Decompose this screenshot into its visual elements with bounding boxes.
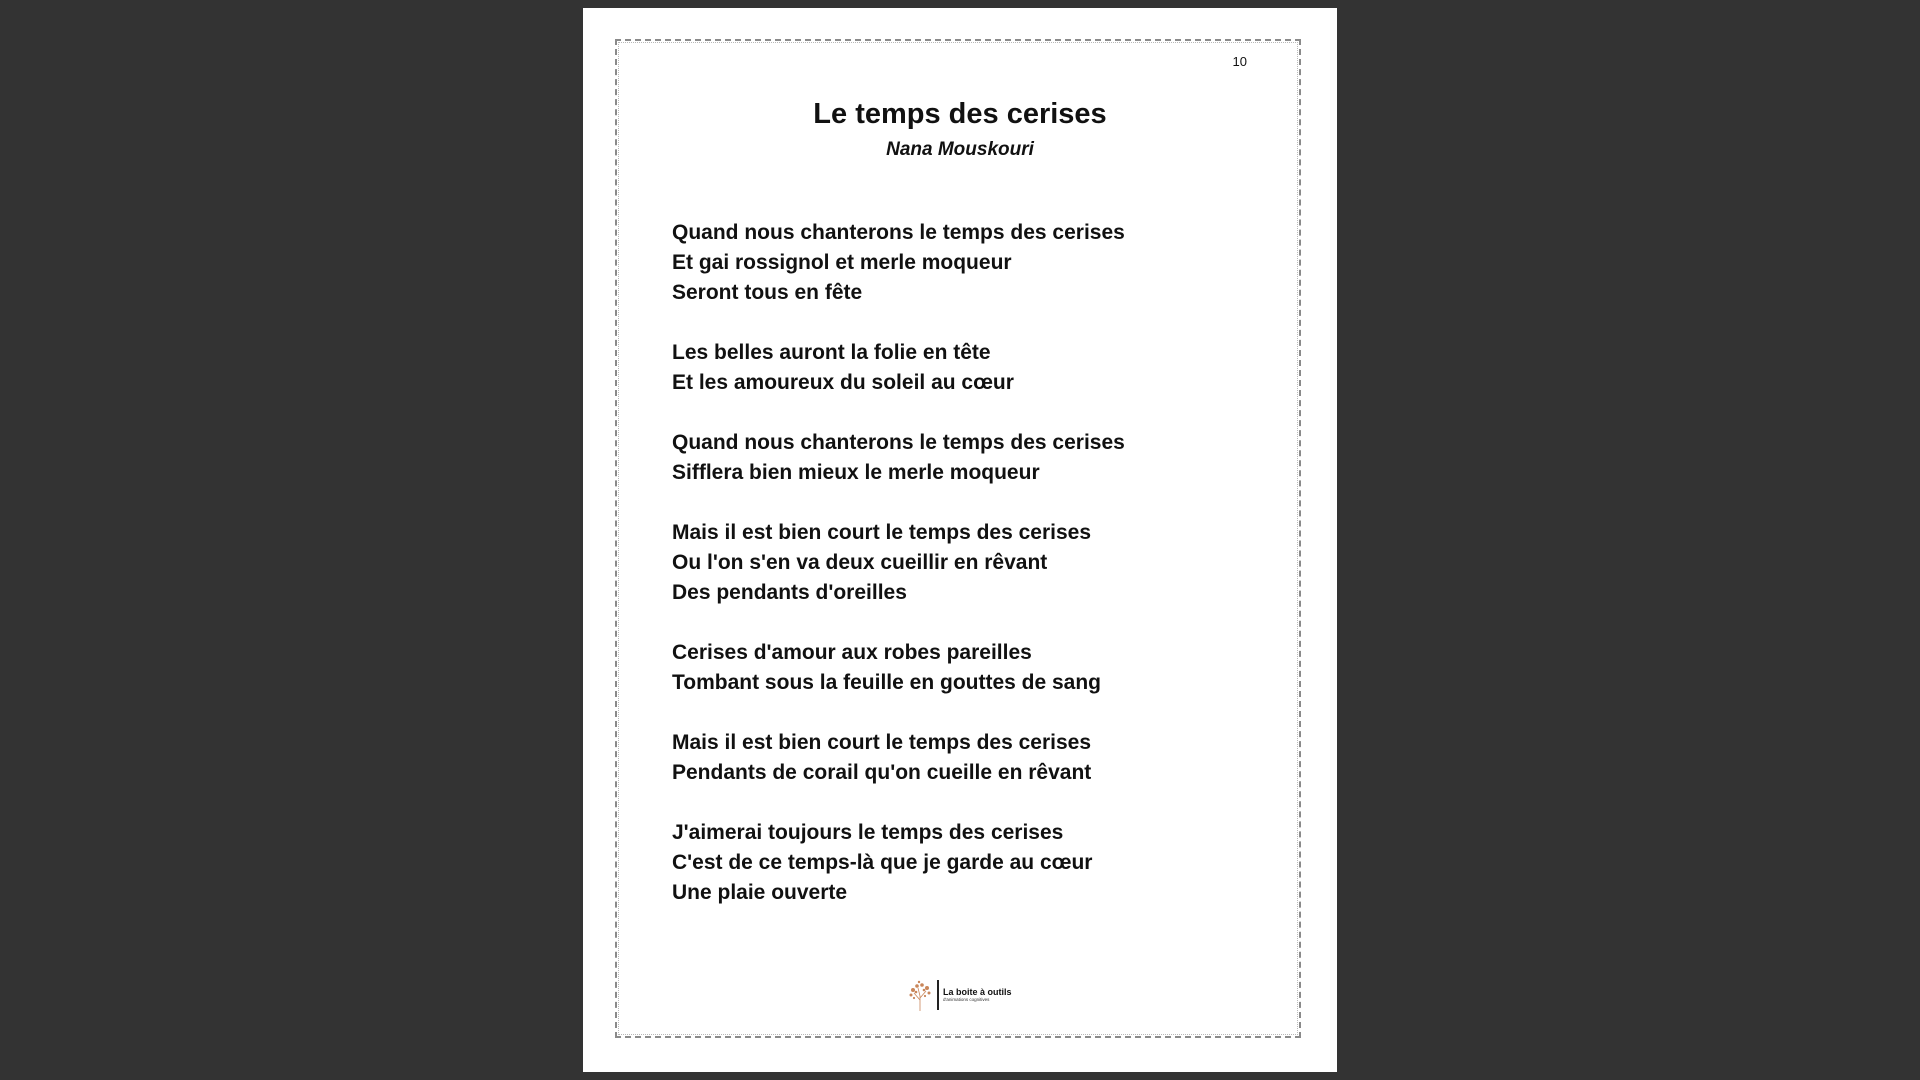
lyric-line: J'aimerai toujours le temps des cerises xyxy=(672,821,1064,844)
logo-divider xyxy=(937,980,939,1010)
song-title: Le temps des cerises xyxy=(813,98,1107,130)
stanza xyxy=(672,818,1232,908)
lyric-line: Et les amoureux du soleil au cœur xyxy=(672,371,1014,394)
lyric-line: Les belles auront la folie en tête xyxy=(672,341,991,364)
lyrics xyxy=(672,218,1232,938)
stanza xyxy=(672,338,1232,398)
logo-tagline: d'animations cognitives xyxy=(943,996,990,1002)
lyric-line: Pendants de corail qu'on cueille en rêvant xyxy=(672,761,1092,784)
lyric-line: Quand nous chanterons le temps des cerises xyxy=(672,221,1125,244)
lyric-line: Cerises d'amour aux robes pareilles xyxy=(672,641,1032,664)
tree-icon xyxy=(905,978,935,1012)
page-number: 10 xyxy=(1232,54,1247,69)
lyric-line: Ou l'on s'en va deux cueillir en rêvant xyxy=(672,551,1048,574)
lyric-line: C'est de ce temps-là que je garde au cœur xyxy=(672,851,1093,874)
stanza xyxy=(672,218,1232,308)
logo-name: La boite à outils xyxy=(943,986,1012,997)
lyric-line: Mais il est bien court le temps des cerises xyxy=(672,521,1092,544)
lyric-line: Quand nous chanterons le temps des cerises xyxy=(672,431,1125,454)
logo-text xyxy=(943,988,1012,1003)
stanza xyxy=(672,518,1232,608)
lyric-line: Tombant sous la feuille en gouttes de sang xyxy=(672,671,1102,694)
lyric-line: Mais il est bien court le temps des cerises xyxy=(672,731,1092,754)
lyric-line: Une plaie ouverte xyxy=(672,881,848,904)
stanza xyxy=(672,638,1232,698)
stanza xyxy=(672,728,1232,788)
lyric-line: Et gai rossignol et merle moqueur xyxy=(672,251,1012,274)
footer-logo xyxy=(905,978,1015,1012)
lyric-line: Des pendants d'oreilles xyxy=(672,581,907,604)
song-author: Nana Mouskouri xyxy=(886,139,1034,160)
lyric-line: Seront tous en fête xyxy=(672,281,863,304)
lyric-line: Sifflera bien mieux le merle moqueur xyxy=(672,461,1040,484)
document-page xyxy=(583,8,1337,1072)
stanza xyxy=(672,428,1232,488)
